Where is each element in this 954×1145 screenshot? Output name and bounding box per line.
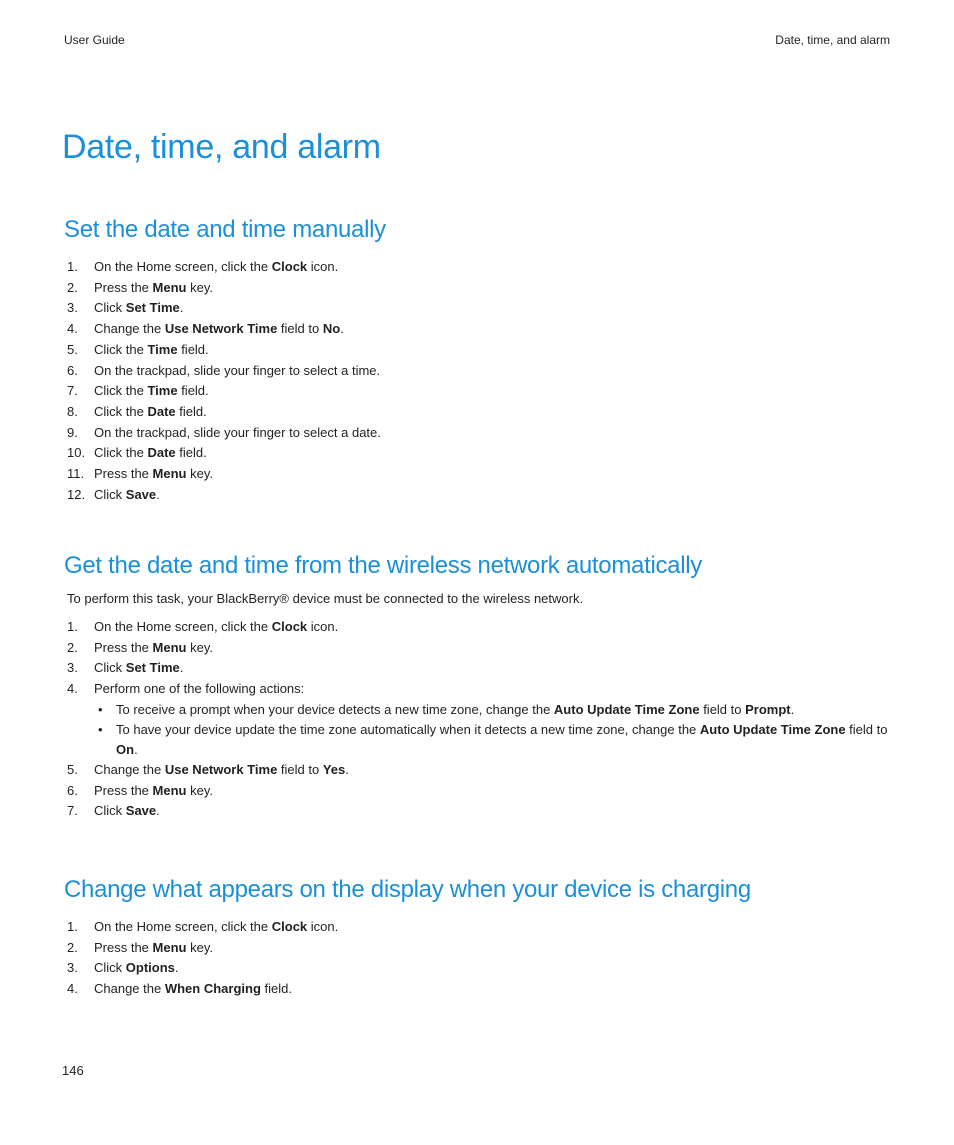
step-item <box>64 679 890 760</box>
step-text: Press the <box>94 639 153 655</box>
step-content <box>94 342 209 357</box>
step-item <box>64 423 890 444</box>
step-number: 7. <box>67 383 78 399</box>
step-content <box>94 466 213 481</box>
step-item <box>64 958 890 979</box>
ui-term: Clock <box>271 259 308 274</box>
section-set-date-time-manually <box>64 215 890 505</box>
section-heading: Get the date and time from the wireless network automatically <box>64 552 702 579</box>
step-number: 3. <box>67 960 78 976</box>
step-number: 4. <box>67 321 78 337</box>
step-text: . <box>790 701 795 717</box>
step-text: To have your device update the time zone automatically when it detects a new time zone, change the <box>116 721 700 737</box>
step-text: . <box>134 741 138 757</box>
step-content <box>94 981 292 996</box>
section-heading: Change what appears on the display when your device is charging <box>64 876 751 903</box>
step-text: Click <box>94 486 126 502</box>
step-text: key. <box>186 939 213 955</box>
section-heading: Set the date and time manually <box>64 216 386 243</box>
step-item <box>64 278 890 299</box>
ui-term: When Charging <box>164 981 261 997</box>
step-item <box>64 617 890 638</box>
step-number: 2. <box>67 639 78 655</box>
step-text: icon. <box>307 619 339 634</box>
ui-term: Options <box>125 960 175 976</box>
ui-term: Set Time <box>125 660 180 676</box>
step-item <box>64 917 890 938</box>
step-text: field to <box>845 721 888 737</box>
step-number: 5. <box>67 341 78 357</box>
running-header-right: Date, time, and alarm <box>775 33 890 47</box>
step-number: 4. <box>67 681 78 697</box>
step-text: . <box>345 761 349 777</box>
step-content <box>94 960 179 975</box>
ui-term: Yes <box>322 761 346 777</box>
sub-bullet-item <box>94 720 890 760</box>
step-number: 6. <box>67 782 78 798</box>
step-text: Change the <box>94 321 165 337</box>
step-item <box>64 760 890 781</box>
step-text: Press the <box>94 939 153 955</box>
step-text: Click the <box>94 341 148 357</box>
ui-term: Save <box>125 486 157 502</box>
step-text: field. <box>175 445 207 461</box>
step-text: key. <box>186 279 213 295</box>
step-text: Change the <box>94 981 165 997</box>
step-text: field. <box>260 981 292 997</box>
step-item <box>64 361 890 382</box>
step-item <box>64 781 890 802</box>
ui-term: Use Network Time <box>164 321 278 337</box>
step-content <box>94 940 213 955</box>
step-content <box>94 445 207 460</box>
step-content <box>94 919 338 934</box>
bullet-dot-icon: • <box>98 721 103 737</box>
step-content <box>94 640 213 655</box>
bullet-dot-icon: • <box>98 701 103 717</box>
step-number: 1. <box>67 619 78 634</box>
step-item <box>64 658 890 679</box>
step-number: 4. <box>67 981 78 997</box>
ui-term: Set Time <box>125 300 180 316</box>
step-number: 2. <box>67 279 78 295</box>
step-item <box>64 464 890 485</box>
step-text: . <box>179 300 184 316</box>
step-text: Click the <box>94 403 148 419</box>
ui-term: Auto Update Time Zone <box>699 721 846 737</box>
step-content <box>94 259 338 274</box>
step-number: 12. <box>67 486 86 502</box>
page-number: 146 <box>62 1063 84 1078</box>
step-content <box>94 619 338 634</box>
step-content <box>94 783 213 798</box>
step-item <box>64 340 890 361</box>
step-item <box>64 938 890 959</box>
step-item <box>64 801 890 822</box>
step-content <box>94 300 183 315</box>
step-text: . <box>174 960 179 976</box>
step-text: field. <box>177 341 209 357</box>
step-item <box>64 257 890 278</box>
ui-term: Menu <box>152 279 187 295</box>
step-item <box>64 298 890 319</box>
step-number: 2. <box>67 939 78 955</box>
step-text: Press the <box>94 279 153 295</box>
step-number: 10. <box>67 445 86 461</box>
running-header-left: User Guide <box>64 33 125 47</box>
step-text: On the Home screen, click the <box>94 919 272 934</box>
step-item <box>64 443 890 464</box>
step-text: field to <box>277 321 323 337</box>
steps-list <box>64 917 890 1000</box>
ui-term: Clock <box>271 919 308 934</box>
steps-list <box>64 257 890 505</box>
sub-bullet-list <box>94 700 890 760</box>
step-number: 6. <box>67 362 78 378</box>
step-number: 1. <box>67 919 78 934</box>
ui-term: On <box>116 741 135 757</box>
step-text: On the trackpad, slide your finger to select a time. <box>94 362 381 378</box>
step-text: key. <box>186 466 213 482</box>
sub-bullet-item <box>94 700 890 720</box>
step-number: 1. <box>67 259 78 274</box>
ui-term: No <box>322 321 341 337</box>
ui-term: Time <box>147 383 178 399</box>
step-item <box>64 485 890 506</box>
step-text: To receive a prompt when your device detects a new time zone, change the <box>116 701 554 717</box>
step-text: Press the <box>94 782 153 798</box>
step-text: Perform one of the following actions: <box>94 681 305 697</box>
step-text: Click the <box>94 445 148 461</box>
step-content <box>94 321 344 336</box>
step-number: 7. <box>67 803 78 819</box>
step-text: Click <box>94 660 126 676</box>
ui-term: Save <box>125 803 157 819</box>
step-content <box>94 404 207 419</box>
ui-term: Prompt <box>745 701 791 717</box>
step-text: icon. <box>307 259 339 274</box>
section-charging-display <box>64 875 890 1000</box>
step-text: key. <box>186 639 213 655</box>
ui-term: Time <box>147 341 178 357</box>
step-text: field to <box>699 701 746 717</box>
ui-term: Menu <box>152 639 187 655</box>
step-text: Click the <box>94 383 148 399</box>
step-text: . <box>156 803 160 819</box>
section-intro: To perform this task, your BlackBerry® device must be connected to the wireless network. <box>67 591 584 606</box>
ui-term: Date <box>147 445 176 461</box>
step-text: On the trackpad, slide your finger to select a date. <box>94 424 381 440</box>
step-text: Click <box>94 960 126 976</box>
step-text: field to <box>277 761 323 777</box>
ui-term: Menu <box>152 466 187 482</box>
step-content <box>94 363 380 378</box>
step-content <box>94 660 183 675</box>
section-network-time <box>64 551 890 822</box>
ui-term: Date <box>147 403 176 419</box>
step-number: 5. <box>67 761 78 777</box>
step-item <box>64 319 890 340</box>
ui-term: Use Network Time <box>164 761 278 777</box>
step-text: Click <box>94 803 126 819</box>
steps-list <box>64 617 890 822</box>
step-text: Press the <box>94 466 153 482</box>
step-text: icon. <box>307 919 339 934</box>
ui-term: Auto Update Time Zone <box>553 701 700 717</box>
ui-term: Clock <box>271 619 308 634</box>
step-content <box>94 425 381 440</box>
step-item <box>64 979 890 1000</box>
step-text: On the Home screen, click the <box>94 619 272 634</box>
step-item <box>64 402 890 423</box>
step-number: 8. <box>67 403 78 419</box>
step-content <box>94 762 349 777</box>
step-text: Change the <box>94 761 165 777</box>
step-text: field. <box>175 403 207 419</box>
step-text: Click <box>94 300 126 316</box>
step-text: . <box>340 321 344 337</box>
step-text: . <box>156 486 160 502</box>
step-content <box>94 803 160 818</box>
page-title: Date, time, and alarm <box>62 128 381 166</box>
step-content <box>94 487 160 502</box>
step-number: 3. <box>67 660 78 676</box>
step-text: On the Home screen, click the <box>94 259 272 274</box>
ui-term: Menu <box>152 782 187 798</box>
step-number: 11. <box>67 466 85 482</box>
step-number: 3. <box>67 300 78 316</box>
ui-term: Menu <box>152 939 187 955</box>
step-content <box>94 280 213 295</box>
step-number: 9. <box>67 424 78 440</box>
step-text: . <box>179 660 184 676</box>
step-text: field. <box>177 383 209 399</box>
step-text: key. <box>186 782 213 798</box>
step-content <box>94 681 304 696</box>
step-item <box>64 638 890 659</box>
step-content <box>94 383 209 398</box>
step-item <box>64 381 890 402</box>
